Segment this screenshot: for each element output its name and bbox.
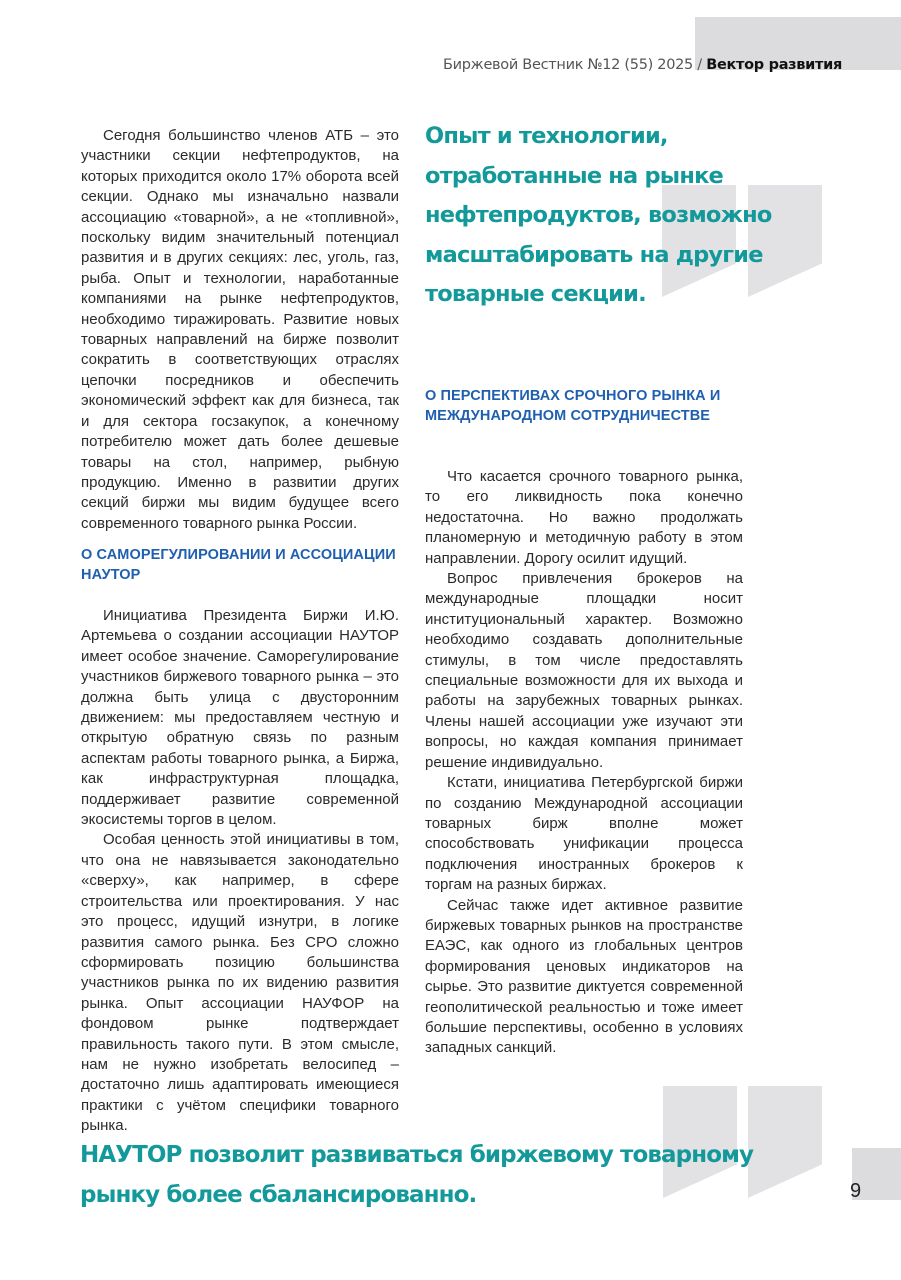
paragraph: Сегодня большинство членов АТБ – это участники секции нефтепродуктов, на которых приходится около 17% оборота всей секции. Однако мы изначально назвали ассоциацию «товарной», а не «топливной», поскольку видим значительный потенциал развития и в других секциях: лес, уголь, газ, рыба. Опыт и технологии, наработанные компаниями на рынке нефтепродуктов, необходимо тиражировать. Развитие новых товарных направлений на бирже позволит сократить в соответствующих отраслях цепочки посредников и обеспечить экономический эффект как для бизнеса, так и для сектора госзакупок, а конечному потребителю может дать более дешевые товары на стол, например, рыбную продукцию. Именно в развитии других секций биржи мы видим будущее всего современного товарного рынка России. [81, 127, 399, 532]
paragraph: Инициатива Президента Биржи И.Ю. Артемьева о создании ассоциации НАУТОР имеет особое значение. Саморегулирование участников биржевого товарного рынка – это должна быть улица с двусторонним движением: мы предоставляем честную и открытую обратную связь по разным аспектам работы товарного рынка, а Биржа, как инфраструктурная площадка, поддерживает развитие современной экосистемы торгов в целом. [81, 607, 399, 829]
paragraph: Что касается срочного товарного рынка, то его ликвидность пока конечно недостаточна. Но важно продолжать планомерную и методичную работу в этом направлении. Дорогу осилит идущий. [425, 468, 743, 567]
pull-quote-top: Опыт и технологии, отработанные на рынке нефтепродуктов, возможно масштабировать на другие товарные секции. [425, 123, 772, 307]
left-column [81, 126, 399, 534]
paragraph: Кстати, инициатива Петербургской биржи по созданию Международной ассоциации товарных бирж вполне может способствовать унификации процесса подключения иностранных брокеров к торгам на разных биржах. [425, 774, 743, 894]
pull-quote-bottom: НАУТОР позволит развиваться биржевому товарному рынку более сбалансированно. [80, 1142, 754, 1208]
paragraph: Особая ценность этой инициативы в том, что она не навязывается законодательно «сверху», как например, в сфере строительства или проектирования. У нас это процесс, идущий изнутри, в логике развития самого рынка. Без СРО сложно сформировать позицию большинства участников рынка по их видению развития рынка. Опыт ассоциации НАУФОР на фондовом рынке подтверждает правильность такого пути. В этом смысле, нам не нужно изобретать велосипед – достаточно лишь адаптировать имеющиеся практики с учётом специфики товарного рынка. [81, 831, 399, 1135]
paragraph: Сейчас также идет активное развитие биржевых товарных рынков на пространстве ЕАЭС, как одного из глобальных центров формирования ценовых индикаторов на сырье. Это развитие диктуется современной геополитической реальностью и тоже имеет большие перспективы, особенно в условиях западных санкций. [425, 896, 743, 1057]
running-header [443, 57, 842, 73]
section2-body [425, 467, 743, 1059]
section1-body [81, 606, 399, 1137]
section-name: Вектор развития [706, 57, 843, 73]
page-number: 9 [850, 1180, 862, 1202]
publication-name: Биржевой Вестник №12 (55) 2025 / [443, 57, 707, 73]
paragraph: Вопрос привлечения брокеров на международные площадки носит институциональный характер. Возможно необходимо создавать дополнительные стимулы, в том числе предоставлять специальные возможности для их выхода и работы на зарубежных товарных рынках. Члены нашей ассоциации уже изучают эти вопросы, но каждая компания принимает решение индивидуально. [425, 570, 743, 771]
section-heading-futures-international: О ПЕРСПЕКТИВАХ СРОЧНОГО РЫНКА И МЕЖДУНАРОДНОМ СОТРУДНИЧЕСТВЕ [425, 388, 721, 424]
section-heading-self-regulation: О САМОРЕГУЛИРОВАНИИ И АССОЦИАЦИИ НАУТОР [81, 547, 396, 583]
